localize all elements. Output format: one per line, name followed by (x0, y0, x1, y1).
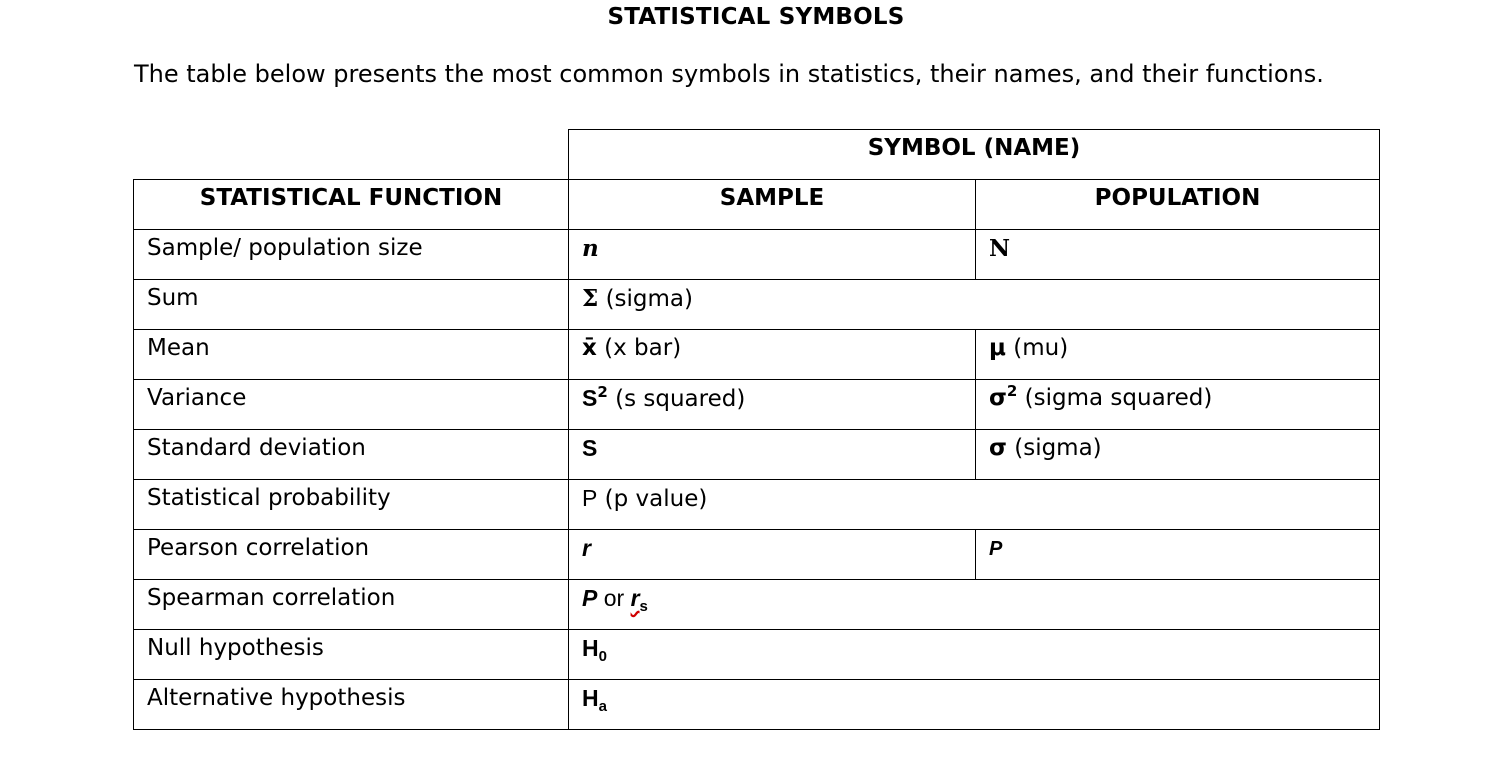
sample-cell (569, 630, 1380, 680)
table-row (134, 680, 1380, 730)
function-cell: Variance (134, 380, 569, 430)
table-row (134, 380, 1380, 430)
function-cell: Mean (134, 330, 569, 380)
table-row (134, 630, 1380, 680)
sample-symbol: S (582, 435, 598, 461)
sample-subscript: a (598, 698, 607, 715)
function-cell: Standard deviation (134, 430, 569, 480)
sample-symbol: P (582, 485, 598, 511)
page-title: STATISTICAL SYMBOLS (607, 4, 905, 30)
table-row (134, 580, 1380, 630)
table-row (134, 430, 1380, 480)
statistical-symbols-table (133, 129, 1380, 730)
sample-cell (569, 380, 976, 430)
sample-name: (sigma) (598, 286, 693, 312)
sample-or: or (597, 585, 631, 611)
sample-cell (569, 430, 976, 480)
population-symbol: μ (989, 335, 1006, 361)
header-sample: SAMPLE (569, 180, 976, 230)
table-row (134, 480, 1380, 530)
population-name: (sigma) (1006, 435, 1102, 461)
population-name: (sigma squared) (1017, 385, 1213, 411)
population-symbol: P (989, 538, 1003, 560)
sample-cell (569, 680, 1380, 730)
intro-text: The table below presents the most common symbols in statistics, their names, and their functions. (134, 60, 1324, 88)
function-cell: Alternative hypothesis (134, 680, 569, 730)
population-cell (976, 530, 1380, 580)
function-cell: Sum (134, 280, 569, 330)
sample-cell (569, 330, 976, 380)
table-row (134, 280, 1380, 330)
population-name: (mu) (1005, 335, 1069, 361)
table-row (134, 230, 1380, 280)
sample-symbol-2: r (630, 585, 640, 611)
group-header-row (134, 130, 1380, 180)
population-symbol: σ (989, 435, 1007, 461)
sample-superscript: 2 (597, 383, 608, 401)
sample-cell (569, 230, 976, 280)
sample-cell (569, 480, 1380, 530)
spellcheck-underline (630, 585, 648, 615)
table-row (134, 330, 1380, 380)
sample-name: (x bar) (596, 335, 682, 361)
function-cell: Null hypothesis (134, 630, 569, 680)
sample-symbol: x̄ (582, 335, 597, 361)
symbol-name-group-header: SYMBOL (NAME) (569, 130, 1380, 180)
function-cell: Sample/ population size (134, 230, 569, 280)
sample-symbol: H (582, 685, 599, 711)
sample-symbol: Σ (582, 285, 599, 312)
population-cell (976, 380, 1380, 430)
function-cell: Spearman correlation (134, 580, 569, 630)
header-population: POPULATION (976, 180, 1380, 230)
table-row (134, 530, 1380, 580)
sample-symbol: n (582, 235, 599, 262)
population-cell (976, 430, 1380, 480)
population-cell (976, 330, 1380, 380)
blank-corner-cell (134, 130, 569, 180)
sample-name: (s squared) (607, 386, 746, 412)
sample-subscript: 0 (598, 648, 607, 665)
sample-subscript: s (639, 598, 648, 615)
function-cell: Statistical probability (134, 480, 569, 530)
sample-cell (569, 580, 1380, 630)
population-symbol: σ (989, 385, 1007, 411)
sample-cell (569, 530, 976, 580)
sample-symbol: r (582, 535, 591, 561)
population-cell (976, 230, 1380, 280)
sample-symbol: H (582, 635, 599, 661)
sample-name: (p value) (597, 486, 708, 512)
sample-cell (569, 280, 1380, 330)
population-superscript: 2 (1006, 382, 1018, 400)
sample-symbol: S (582, 385, 598, 411)
header-statistical-function: STATISTICAL FUNCTION (134, 180, 569, 230)
population-symbol: N (989, 235, 1011, 262)
column-header-row (134, 180, 1380, 230)
function-cell: Pearson correlation (134, 530, 569, 580)
sample-symbol: P (582, 585, 598, 611)
